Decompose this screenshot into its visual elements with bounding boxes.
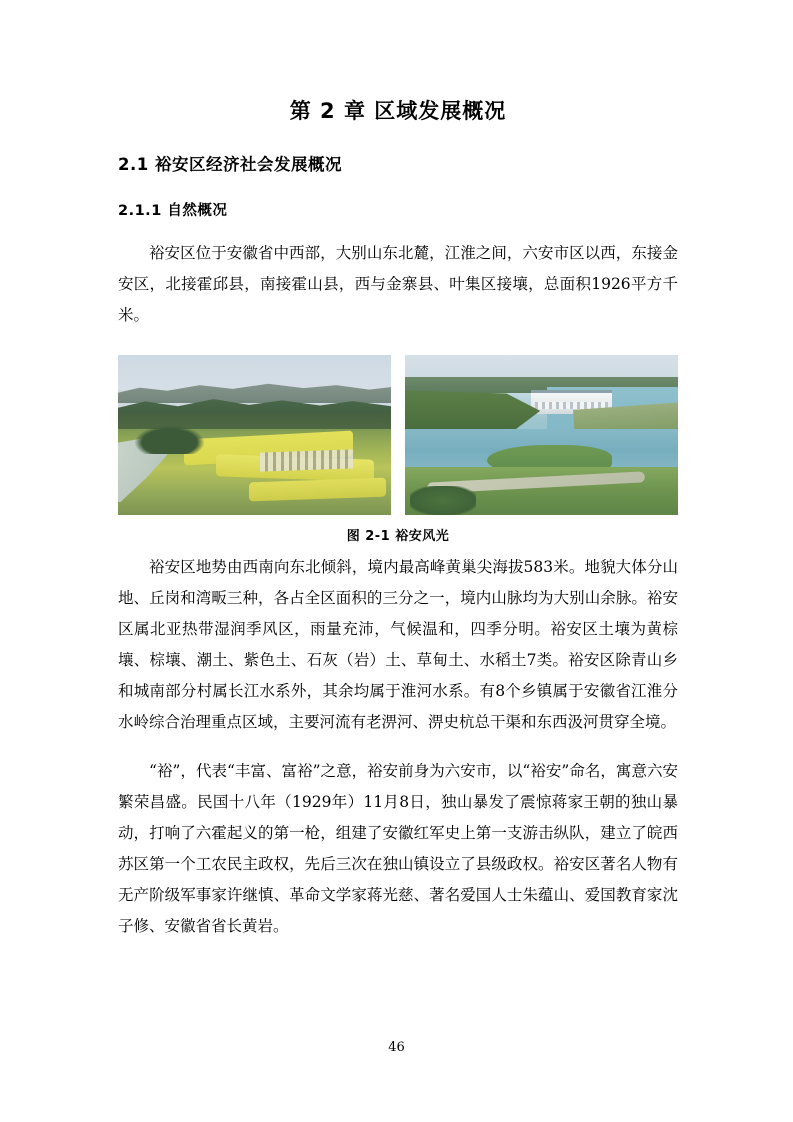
section-heading: 2.1 裕安区经济社会发展概况 — [118, 155, 342, 174]
chapter-title: 第 2 章 区域发展概况 — [289, 99, 507, 123]
sky-region — [118, 355, 391, 390]
page-number: 46 — [388, 1040, 405, 1055]
paragraph-history-figures: “裕”，代表“丰富、富裕”之意，裕安前身为六安市，以“裕安”命名，寓意六安繁荣昌盛。民国十八年（1929年）11月8日，独山暴发了震惊蒋家王朝的独山暴动，打响了六霍起义的第一枪，组建了安徽红军史上第一支游击纵队，建立了皖西苏区第一个工农民主政权，先后三次在独山镇设立了县级政权。裕安区著名人物有无产阶级军事家许继慎、革命文学家蒋光慈、著名爱国人士朱蕴山、爱国教育家沈子修、安徽省省长黄岩。 — [118, 762, 678, 935]
foreground-bush — [410, 486, 476, 515]
aerial-view-rapeseed-fields-image — [118, 355, 391, 515]
figure-images — [118, 331, 678, 515]
subsection-heading: 2.1.1 自然概况 — [118, 203, 228, 219]
village-houses — [260, 449, 353, 471]
paragraph-terrain-climate: 裕安区地势由西南向东北倾斜，境内最高峰黄巢尖海拔583米。地貌大体分山地、丘岗和湾畈三种，各占全区面积的三分之一，境内山脉均为大别山余脉。裕安区属北亚热带湿润季风区，雨量充沛，气候温和，四季分明。裕安区土壤为黄棕壤、棕壤、潮土、紫色土、石灰（岩）土、草甸土、水稻土7类。裕安区除青山乡和城南部分村属长江水系外，其余均属于淮河水系。有8个乡镇属于安徽省江淮分水岭综合治理重点区域，主要河流有老淠河、淠史杭总干渠和东西汲河贯穿全境。 — [118, 558, 678, 731]
foreground-trees — [134, 425, 205, 454]
riverside-park-building-image — [405, 355, 678, 515]
page-content — [118, 0, 678, 942]
paragraph-natural-overview: 裕安区位于安徽省中西部，大别山东北麓，江淮之间，六安市区以西，东接金安区，北接霍邱县，南接霍山县，西与金寨县、叶集区接壤，总面积1926平方千米。 — [118, 244, 678, 324]
figure-caption: 图 2-1 裕安风光 — [346, 529, 450, 544]
